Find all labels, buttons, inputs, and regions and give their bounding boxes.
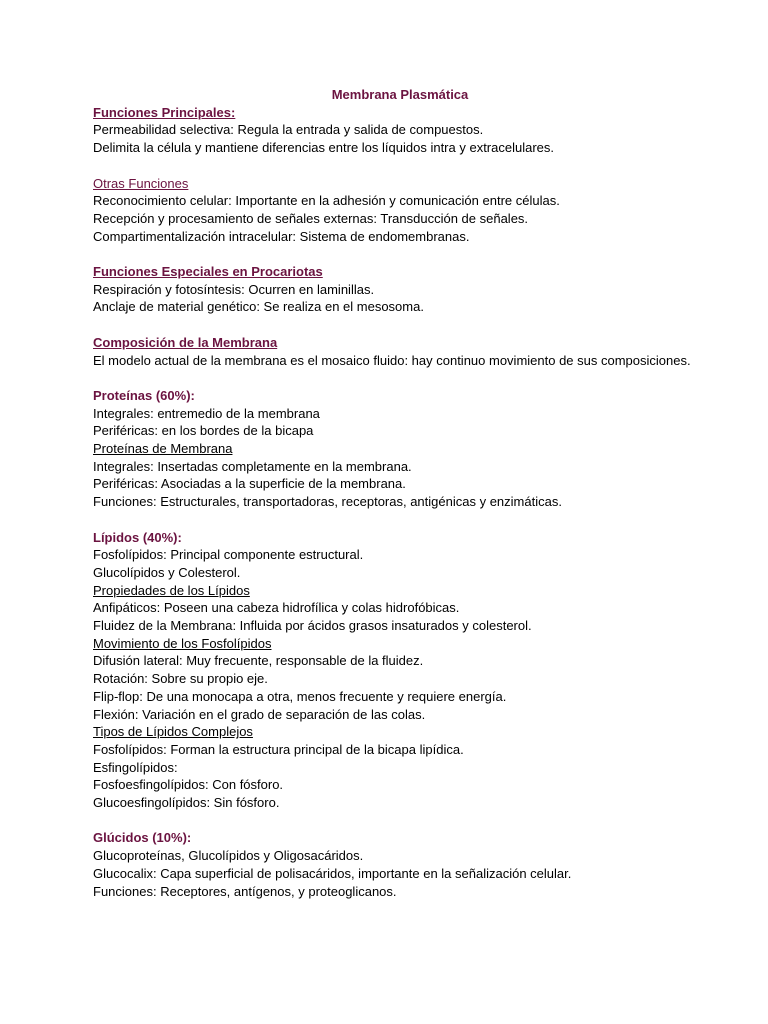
section-heading: Proteínas (60%): [93, 387, 195, 403]
text-line: Anfipáticos: Poseen una cabeza hidrofílica y colas hidrofóbicas. [93, 600, 460, 616]
page-title: Membrana Plasmática [331, 87, 469, 102]
section-otras-funciones [93, 175, 693, 246]
text-line: Integrales: entremedio de la membrana [93, 405, 320, 421]
text-line: Glucolípidos y Colesterol. [93, 564, 241, 580]
section-heading: Funciones Principales: [93, 104, 236, 120]
text-line: Recepción y procesamiento de señales externas: Transducción de señales. [93, 210, 529, 226]
subsection-heading: Movimiento de los Fosfolípidos [93, 635, 272, 651]
text-line: Flip-flop: De una monocapa a otra, menos frecuente y requiere energía. [93, 688, 507, 704]
text-line: Periféricas: Asociadas a la superficie de la membrana. [93, 476, 406, 492]
text-line: Fluidez de la Membrana: Influida por ácidos grasos insaturados y colesterol. [93, 618, 532, 634]
text-line: Funciones: Receptores, antígenos, y proteoglicanos. [93, 883, 397, 899]
text-line: Anclaje de material genético: Se realiza en el mesosoma. [93, 299, 424, 315]
text-line: Difusión lateral: Muy frecuente, responsable de la fluidez. [93, 653, 424, 669]
section-lipidos [93, 529, 693, 812]
text-line: Compartimentalización intracelular: Sistema de endomembranas. [93, 228, 470, 244]
subsection-heading: Proteínas de Membrana [93, 441, 233, 456]
section-heading: Composición de la Membrana [93, 334, 278, 350]
text-line: Glucoesfingolípidos: Sin fósforo. [93, 795, 280, 811]
text-line: Respiración y fotosíntesis: Ocurren en laminillas. [93, 281, 375, 297]
text-line: Fosfolípidos: Forman la estructura principal de la bicapa lipídica. [93, 741, 464, 757]
text-line: Reconocimiento celular: Importante en la adhesión y comunicación entre células. [93, 193, 560, 209]
section-glucidos [93, 829, 693, 900]
text-line: Integrales: Insertadas completamente en la membrana. [93, 458, 412, 474]
section-proteinas [93, 387, 693, 511]
text-line: Esfingolípidos: [93, 759, 178, 775]
section-heading: Funciones Especiales en Procariotas [93, 264, 323, 279]
document-body [93, 86, 693, 900]
section-funciones-principales [93, 104, 693, 157]
subsection-heading: Tipos de Lípidos Complejos [93, 724, 253, 740]
text-line: Flexión: Variación en el grado de separación de las colas. [93, 706, 426, 722]
subsection-heading: Propiedades de los Lípidos [93, 582, 250, 598]
section-composicion [93, 334, 693, 369]
text-line: Delimita la célula y mantiene diferencias entre los líquidos intra y extracelulares. [93, 140, 554, 156]
text-line: Funciones: Estructurales, transportadoras, receptoras, antigénicas y enzimáticas. [93, 494, 562, 510]
section-heading: Otras Funciones [93, 175, 189, 191]
section-heading: Glúcidos (10%): [93, 830, 192, 846]
section-heading: Lípidos (40%): [93, 529, 182, 545]
text-line: Fosfoesfingolípidos: Con fósforo. [93, 777, 284, 793]
text-line: Periféricas: en los bordes de la bicapa [93, 423, 314, 439]
text-line: Fosfolípidos: Principal componente estructural. [93, 547, 364, 563]
text-line: Rotación: Sobre su propio eje. [93, 671, 268, 687]
section-funciones-especiales [93, 263, 693, 316]
text-line: Glucoproteínas, Glucolípidos y Oligosacáridos. [93, 848, 364, 864]
text-line: Glucocalix: Capa superficial de polisacáridos, importante en la señalización celular. [93, 865, 572, 881]
text-line: Permeabilidad selectiva: Regula la entrada y salida de compuestos. [93, 122, 484, 138]
text-paragraph: El modelo actual de la membrana es el mosaico fluido: hay continuo movimiento de sus composiciones. [93, 352, 691, 368]
